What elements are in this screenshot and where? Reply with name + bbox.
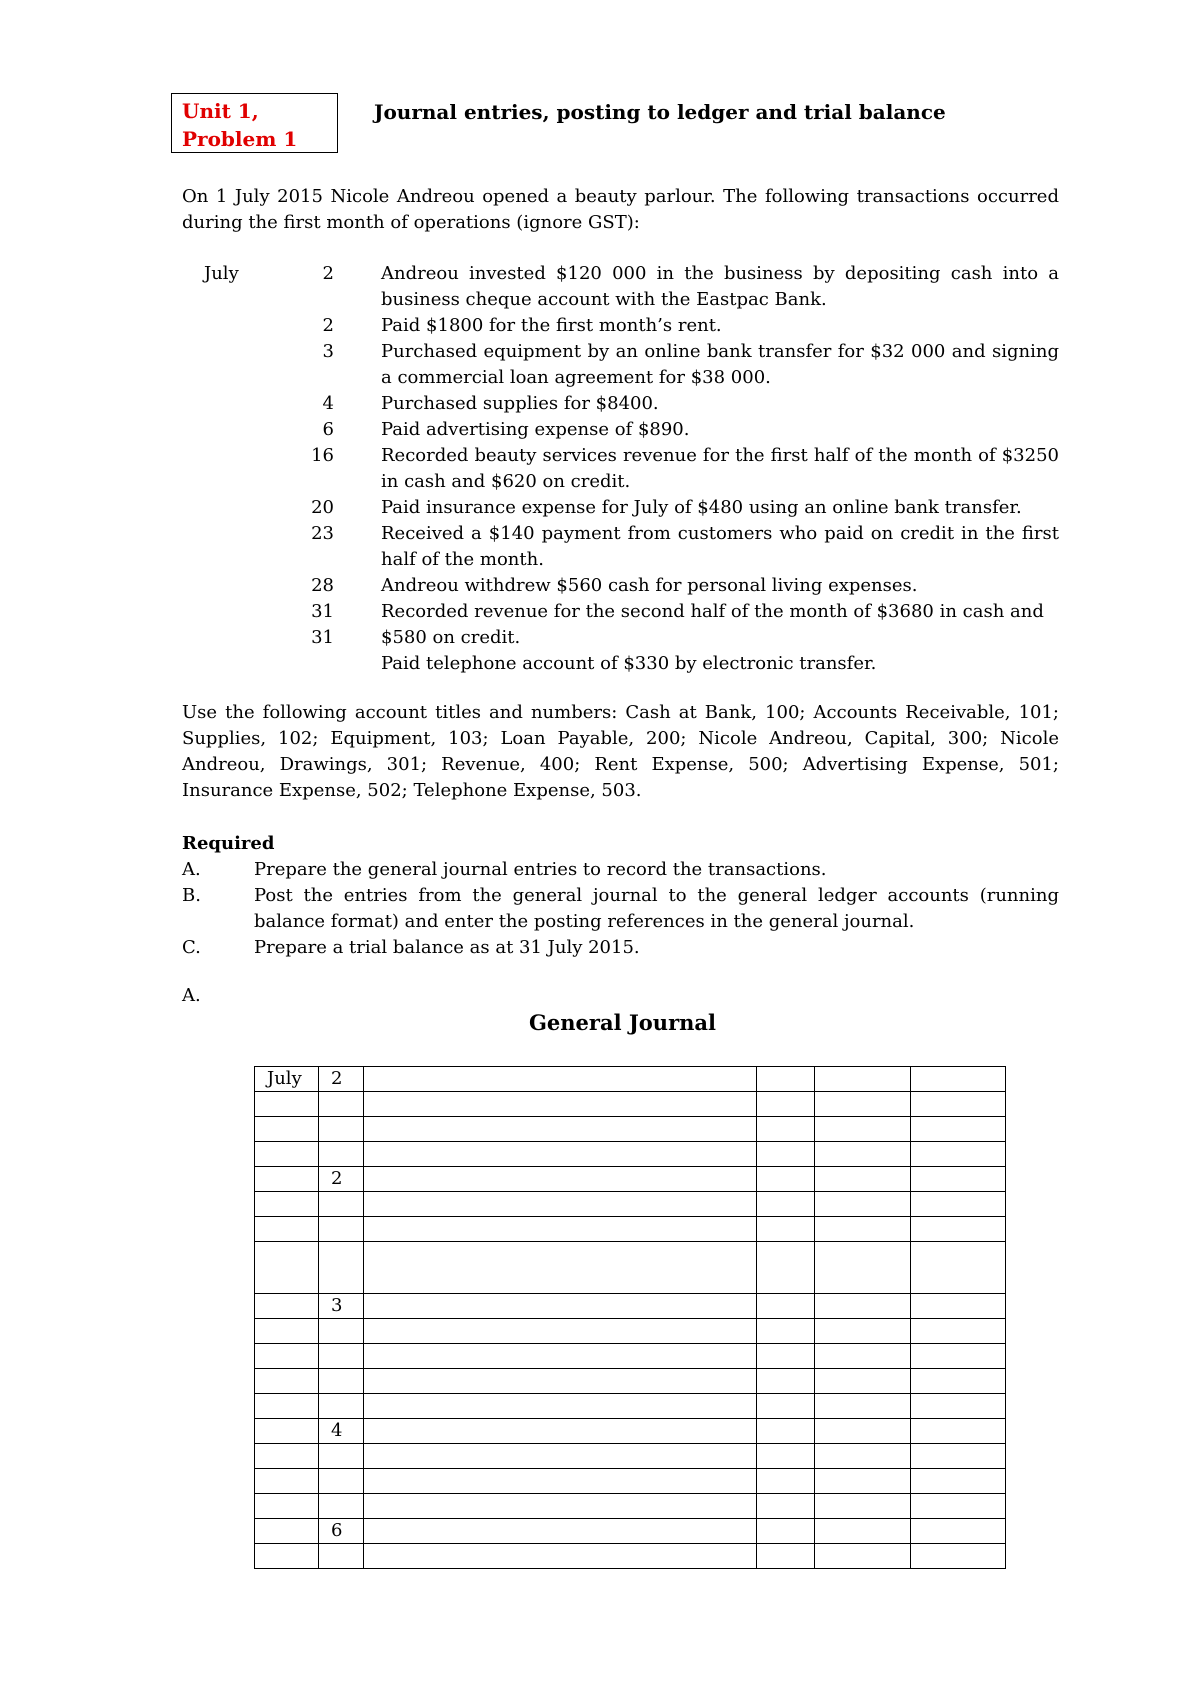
transaction-description: Paid telephone account of $330 by electronic transfer. bbox=[381, 653, 877, 674]
transaction-row bbox=[182, 495, 1059, 521]
journal-debit-cell bbox=[815, 1092, 911, 1117]
transaction-description: $580 on credit. bbox=[381, 627, 521, 648]
journal-account-cell bbox=[364, 1494, 757, 1519]
unit-line: Unit 1, bbox=[182, 99, 259, 123]
journal-row bbox=[255, 1344, 1006, 1369]
journal-row bbox=[255, 1167, 1006, 1192]
journal-credit-cell bbox=[911, 1117, 1006, 1142]
journal-credit-cell bbox=[911, 1544, 1006, 1569]
required-letter: A. bbox=[182, 859, 201, 880]
journal-row bbox=[255, 1444, 1006, 1469]
problem-line: Problem 1 bbox=[182, 127, 298, 151]
journal-day-cell bbox=[319, 1344, 364, 1369]
required-text: Prepare a trial balance as at 31 July 2015. bbox=[254, 937, 640, 958]
journal-debit-cell bbox=[815, 1419, 911, 1444]
transaction-month: July bbox=[204, 263, 239, 284]
transaction-description: Received a $140 payment from customers who paid on credit in the first half of the month. bbox=[381, 523, 1059, 570]
journal-account-cell bbox=[364, 1142, 757, 1167]
journal-day-cell bbox=[319, 1142, 364, 1167]
journal-row bbox=[255, 1394, 1006, 1419]
journal-row bbox=[255, 1142, 1006, 1167]
journal-credit-cell bbox=[911, 1192, 1006, 1217]
general-journal-table bbox=[254, 1066, 1006, 1569]
journal-credit-cell bbox=[911, 1419, 1006, 1444]
journal-month-cell bbox=[255, 1242, 319, 1294]
journal-day-cell bbox=[319, 1544, 364, 1569]
journal-ref-cell bbox=[757, 1092, 815, 1117]
journal-row bbox=[255, 1217, 1006, 1242]
page-title: Journal entries, posting to ledger and trial balance bbox=[374, 100, 946, 124]
transaction-row bbox=[182, 391, 1059, 417]
journal-credit-cell bbox=[911, 1142, 1006, 1167]
journal-month-cell bbox=[255, 1294, 319, 1319]
journal-debit-cell bbox=[815, 1494, 911, 1519]
unit-label-box bbox=[171, 93, 338, 153]
journal-account-cell bbox=[364, 1544, 757, 1569]
journal-row bbox=[255, 1192, 1006, 1217]
journal-row bbox=[255, 1494, 1006, 1519]
transaction-day: 6 bbox=[322, 419, 334, 440]
required-title: Required bbox=[182, 833, 275, 854]
required-item bbox=[182, 935, 1059, 961]
transaction-day: 16 bbox=[311, 445, 334, 466]
journal-ref-cell bbox=[757, 1294, 815, 1319]
journal-ref-cell bbox=[757, 1519, 815, 1544]
journal-ref-cell bbox=[757, 1344, 815, 1369]
journal-day-cell bbox=[319, 1369, 364, 1394]
journal-month-cell bbox=[255, 1217, 319, 1242]
journal-ref-cell bbox=[757, 1544, 815, 1569]
journal-title: General Journal bbox=[528, 1010, 716, 1035]
transaction-row bbox=[182, 443, 1059, 495]
journal-debit-cell bbox=[815, 1242, 911, 1294]
journal-month-cell bbox=[255, 1519, 319, 1544]
transaction-day: 31 bbox=[311, 601, 334, 622]
journal-month-cell bbox=[255, 1444, 319, 1469]
journal-account-cell bbox=[364, 1294, 757, 1319]
transaction-description: Andreou withdrew $560 cash for personal living expenses. bbox=[381, 575, 918, 596]
journal-credit-cell bbox=[911, 1519, 1006, 1544]
journal-row bbox=[255, 1242, 1006, 1294]
journal-credit-cell bbox=[911, 1067, 1006, 1092]
journal-credit-cell bbox=[911, 1444, 1006, 1469]
journal-ref-cell bbox=[757, 1444, 815, 1469]
journal-day-cell bbox=[319, 1092, 364, 1117]
required-letter: B. bbox=[182, 885, 201, 906]
journal-debit-cell bbox=[815, 1167, 911, 1192]
journal-debit-cell bbox=[815, 1192, 911, 1217]
journal-debit-cell bbox=[815, 1319, 911, 1344]
journal-ref-cell bbox=[757, 1494, 815, 1519]
transaction-row bbox=[182, 339, 1059, 391]
journal-ref-cell bbox=[757, 1319, 815, 1344]
transaction-day: 20 bbox=[311, 497, 334, 518]
journal-row bbox=[255, 1519, 1006, 1544]
transaction-day: 4 bbox=[322, 393, 334, 414]
transaction-description: Purchased equipment by an online bank transfer for $32 000 and signing a commercial loan agreement for $38 000. bbox=[381, 341, 1059, 388]
journal-debit-cell bbox=[815, 1117, 911, 1142]
journal-ref-cell bbox=[757, 1192, 815, 1217]
journal-day-cell: 2 bbox=[319, 1067, 364, 1092]
journal-account-cell bbox=[364, 1319, 757, 1344]
intro-paragraph: On 1 July 2015 Nicole Andreou opened a beauty parlour. The following transactions occurred during the first month of operations (ignore GST): bbox=[182, 186, 1059, 233]
journal-credit-cell bbox=[911, 1242, 1006, 1294]
transactions-list bbox=[182, 261, 1059, 677]
transaction-description: Purchased supplies for $8400. bbox=[381, 393, 659, 414]
journal-day-cell: 6 bbox=[319, 1519, 364, 1544]
journal-month-cell: July bbox=[255, 1067, 319, 1092]
journal-ref-cell bbox=[757, 1067, 815, 1092]
journal-month-cell bbox=[255, 1117, 319, 1142]
journal-day-cell: 4 bbox=[319, 1419, 364, 1444]
journal-row bbox=[255, 1469, 1006, 1494]
journal-ref-cell bbox=[757, 1117, 815, 1142]
transaction-day: 28 bbox=[311, 575, 334, 596]
journal-ref-cell bbox=[757, 1419, 815, 1444]
journal-account-cell bbox=[364, 1519, 757, 1544]
journal-day-cell bbox=[319, 1319, 364, 1344]
journal-month-cell bbox=[255, 1469, 319, 1494]
journal-ref-cell bbox=[757, 1217, 815, 1242]
required-letter: C. bbox=[182, 937, 201, 958]
required-item bbox=[182, 857, 1059, 883]
journal-debit-cell bbox=[815, 1294, 911, 1319]
journal-ref-cell bbox=[757, 1369, 815, 1394]
part-a-label: A. bbox=[182, 985, 201, 1006]
transaction-day: 2 bbox=[322, 315, 334, 336]
transaction-day: 23 bbox=[311, 523, 334, 544]
journal-month-cell bbox=[255, 1092, 319, 1117]
journal-day-cell bbox=[319, 1394, 364, 1419]
journal-account-cell bbox=[364, 1217, 757, 1242]
journal-row bbox=[255, 1117, 1006, 1142]
journal-account-cell bbox=[364, 1117, 757, 1142]
journal-account-cell bbox=[364, 1167, 757, 1192]
journal-credit-cell bbox=[911, 1167, 1006, 1192]
journal-day-cell bbox=[319, 1494, 364, 1519]
journal-month-cell bbox=[255, 1544, 319, 1569]
journal-debit-cell bbox=[815, 1217, 911, 1242]
journal-credit-cell bbox=[911, 1217, 1006, 1242]
journal-account-cell bbox=[364, 1242, 757, 1294]
journal-debit-cell bbox=[815, 1142, 911, 1167]
journal-month-cell bbox=[255, 1167, 319, 1192]
transaction-description: Recorded beauty services revenue for the first half of the month of $3250 in cash and $620 on credit. bbox=[381, 445, 1059, 492]
journal-credit-cell bbox=[911, 1394, 1006, 1419]
journal-account-cell bbox=[364, 1394, 757, 1419]
journal-debit-cell bbox=[815, 1444, 911, 1469]
journal-account-cell bbox=[364, 1067, 757, 1092]
transaction-row bbox=[182, 261, 1059, 313]
journal-day-cell bbox=[319, 1192, 364, 1217]
transaction-row bbox=[182, 625, 1059, 651]
journal-row bbox=[255, 1419, 1006, 1444]
transaction-day: 31 bbox=[311, 627, 334, 648]
journal-debit-cell bbox=[815, 1344, 911, 1369]
journal-credit-cell bbox=[911, 1092, 1006, 1117]
journal-day-cell bbox=[319, 1217, 364, 1242]
transaction-row bbox=[182, 417, 1059, 443]
transaction-description: Paid insurance expense for July of $480 using an online bank transfer. bbox=[381, 497, 1022, 518]
journal-month-cell bbox=[255, 1142, 319, 1167]
accounts-paragraph: Use the following account titles and numbers: Cash at Bank, 100; Accounts Receivable, 101; Supplies, 102; Equipment, 103; Loan Payable, 200; Nicole Andreou, Capital, 300; Nicole Andreou, Drawings, 301; Revenue, 400; Rent Expense, 500; Advertising Expense, 501; Insurance Expense, 502; Telephone Expense, 503. bbox=[182, 702, 1059, 801]
journal-ref-cell bbox=[757, 1469, 815, 1494]
journal-credit-cell bbox=[911, 1319, 1006, 1344]
transaction-day: 2 bbox=[322, 263, 334, 284]
transaction-row bbox=[182, 521, 1059, 573]
journal-day-cell bbox=[319, 1242, 364, 1294]
journal-day-cell: 3 bbox=[319, 1294, 364, 1319]
journal-account-cell bbox=[364, 1419, 757, 1444]
journal-month-cell bbox=[255, 1394, 319, 1419]
journal-credit-cell bbox=[911, 1294, 1006, 1319]
required-item bbox=[182, 883, 1059, 935]
journal-month-cell bbox=[255, 1192, 319, 1217]
transaction-description: Paid $1800 for the first month’s rent. bbox=[381, 315, 722, 336]
journal-row bbox=[255, 1294, 1006, 1319]
transaction-description: Andreou invested $120 000 in the business by depositing cash into a business cheque account with the Eastpac Bank. bbox=[381, 263, 1059, 310]
journal-day-cell bbox=[319, 1117, 364, 1142]
transaction-row bbox=[182, 651, 1059, 677]
journal-account-cell bbox=[364, 1344, 757, 1369]
journal-day-cell: 2 bbox=[319, 1167, 364, 1192]
transaction-row bbox=[182, 573, 1059, 599]
journal-ref-cell bbox=[757, 1394, 815, 1419]
journal-credit-cell bbox=[911, 1494, 1006, 1519]
journal-row bbox=[255, 1067, 1006, 1092]
journal-debit-cell bbox=[815, 1519, 911, 1544]
journal-row bbox=[255, 1544, 1006, 1569]
journal-debit-cell bbox=[815, 1369, 911, 1394]
journal-row bbox=[255, 1092, 1006, 1117]
journal-debit-cell bbox=[815, 1067, 911, 1092]
journal-month-cell bbox=[255, 1369, 319, 1394]
journal-debit-cell bbox=[815, 1394, 911, 1419]
journal-credit-cell bbox=[911, 1369, 1006, 1394]
journal-account-cell bbox=[364, 1444, 757, 1469]
transaction-row bbox=[182, 313, 1059, 339]
journal-credit-cell bbox=[911, 1469, 1006, 1494]
journal-credit-cell bbox=[911, 1344, 1006, 1369]
journal-row bbox=[255, 1319, 1006, 1344]
journal-month-cell bbox=[255, 1319, 319, 1344]
journal-debit-cell bbox=[815, 1469, 911, 1494]
journal-account-cell bbox=[364, 1092, 757, 1117]
journal-account-cell bbox=[364, 1369, 757, 1394]
transaction-row bbox=[182, 599, 1059, 625]
journal-ref-cell bbox=[757, 1167, 815, 1192]
required-text: Prepare the general journal entries to record the transactions. bbox=[254, 859, 827, 880]
transaction-description: Recorded revenue for the second half of the month of $3680 in cash and bbox=[381, 601, 1044, 622]
journal-debit-cell bbox=[815, 1544, 911, 1569]
journal-day-cell bbox=[319, 1469, 364, 1494]
transaction-day: 3 bbox=[322, 341, 334, 362]
journal-day-cell bbox=[319, 1444, 364, 1469]
journal-row bbox=[255, 1369, 1006, 1394]
journal-account-cell bbox=[364, 1469, 757, 1494]
journal-ref-cell bbox=[757, 1142, 815, 1167]
required-text: Post the entries from the general journal to the general ledger accounts (running balance format) and enter the posting references in the general journal. bbox=[254, 885, 1059, 932]
journal-month-cell bbox=[255, 1419, 319, 1444]
journal-account-cell bbox=[364, 1192, 757, 1217]
journal-month-cell bbox=[255, 1344, 319, 1369]
journal-ref-cell bbox=[757, 1242, 815, 1294]
required-section bbox=[182, 831, 1059, 961]
journal-month-cell bbox=[255, 1494, 319, 1519]
transaction-description: Paid advertising expense of $890. bbox=[381, 419, 690, 440]
